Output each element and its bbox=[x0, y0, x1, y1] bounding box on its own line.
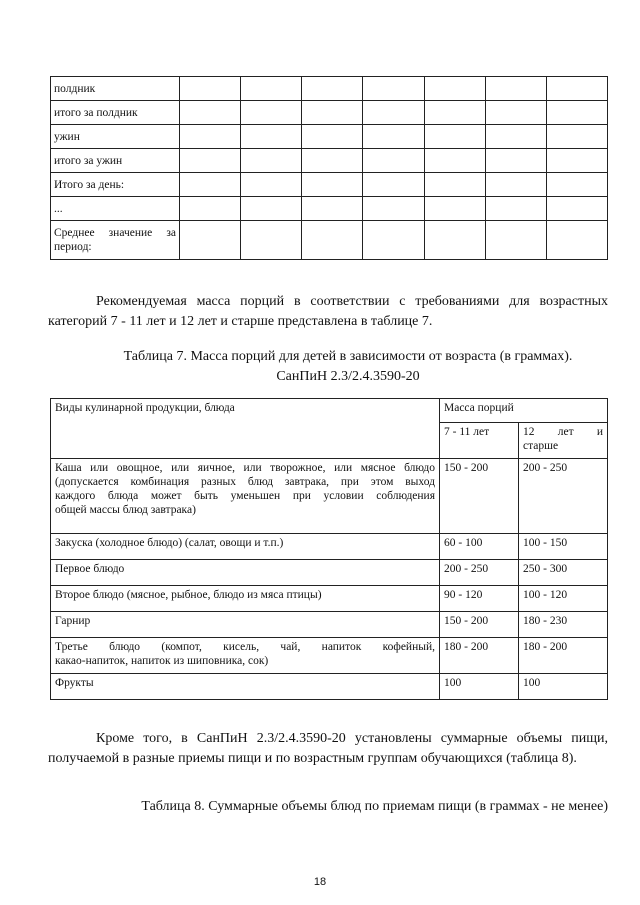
mass-12-plus: 100 bbox=[519, 674, 608, 700]
dish-name: Первое блюдо bbox=[51, 560, 440, 586]
dish-name: Каша или овощное, или яичное, или творожное, или мясное блюдо (допускается комбинация разных блюд завтрака, при этом выход каждого блюда может быть уменьшен при условии соблюдения общей массы блюд завтрака) bbox=[51, 459, 440, 534]
mass-7-11: 180 - 200 bbox=[440, 638, 519, 674]
row-label: итого за ужин bbox=[51, 149, 180, 173]
table-row bbox=[51, 459, 608, 534]
table-row bbox=[51, 149, 608, 173]
row-label: итого за полдник bbox=[51, 101, 180, 125]
mass-12-plus: 180 - 230 bbox=[519, 612, 608, 638]
header-mass: Масса порций bbox=[440, 399, 608, 423]
dish-name: Гарнир bbox=[51, 612, 440, 638]
table-row bbox=[51, 125, 608, 149]
row-label: полдник bbox=[51, 77, 180, 101]
table-row bbox=[51, 173, 608, 197]
table-row bbox=[51, 560, 608, 586]
table-row bbox=[51, 221, 608, 260]
mass-7-11: 150 - 200 bbox=[440, 612, 519, 638]
table8-caption: Таблица 8. Суммарные объемы блюд по приемам пищи (в граммах - не менее) bbox=[141, 799, 608, 814]
mass-7-11: 150 - 200 bbox=[440, 459, 519, 534]
header-age-12-plus: 12 лет и старше bbox=[519, 423, 608, 459]
mass-7-11: 90 - 120 bbox=[440, 586, 519, 612]
page-number: 18 bbox=[313, 876, 327, 888]
dish-name: Закуска (холодное блюдо) (салат, овощи и т.п.) bbox=[51, 534, 440, 560]
table-row bbox=[51, 101, 608, 125]
row-label: ужин bbox=[51, 125, 180, 149]
paragraph-total-volumes: Кроме того, в СанПиН 2.3/2.4.3590-20 установлены суммарные объемы пищи, получаемой в разные приемы пищи и по возрастным группам обучающихся (таблица 8). bbox=[48, 731, 608, 766]
mass-12-plus: 200 - 250 bbox=[519, 459, 608, 534]
table-row bbox=[51, 586, 608, 612]
table-row bbox=[51, 534, 608, 560]
paragraph-recommended-mass: Рекомендуемая масса порций в соответствии с требованиями для возрастных категорий 7 - 11 лет и 12 лет и старше представлена в таблице 7. bbox=[48, 294, 608, 329]
header-age-7-11: 7 - 11 лет bbox=[440, 423, 519, 459]
portion-mass-table bbox=[50, 398, 608, 700]
table-row bbox=[51, 197, 608, 221]
row-label: Итого за день: bbox=[51, 173, 180, 197]
nutrition-summary-table bbox=[50, 76, 608, 260]
mass-7-11: 100 bbox=[440, 674, 519, 700]
mass-12-plus: 100 - 150 bbox=[519, 534, 608, 560]
table-row bbox=[51, 612, 608, 638]
header-dishes: Виды кулинарной продукции, блюда bbox=[51, 399, 440, 459]
dish-name: Второе блюдо (мясное, рыбное, блюдо из мяса птицы) bbox=[51, 586, 440, 612]
table7-caption: Таблица 7. Масса порций для детей в зависимости от возраста (в граммах). СанПиН 2.3/2.4.3590-20 bbox=[123, 349, 573, 384]
dish-name: Третье блюдо (компот, кисель, чай, напиток кофейный, какао-напиток, напиток из шиповника, сок) bbox=[51, 638, 440, 674]
mass-7-11: 60 - 100 bbox=[440, 534, 519, 560]
table-row bbox=[51, 638, 608, 674]
mass-12-plus: 100 - 120 bbox=[519, 586, 608, 612]
dish-name: Фрукты bbox=[51, 674, 440, 700]
table-row bbox=[51, 77, 608, 101]
mass-12-plus: 180 - 200 bbox=[519, 638, 608, 674]
mass-12-plus: 250 - 300 bbox=[519, 560, 608, 586]
row-label: ... bbox=[51, 197, 180, 221]
table-row bbox=[51, 674, 608, 700]
table-header-row bbox=[51, 399, 608, 423]
mass-7-11: 200 - 250 bbox=[440, 560, 519, 586]
row-label: Среднее значение за период: bbox=[51, 221, 180, 260]
